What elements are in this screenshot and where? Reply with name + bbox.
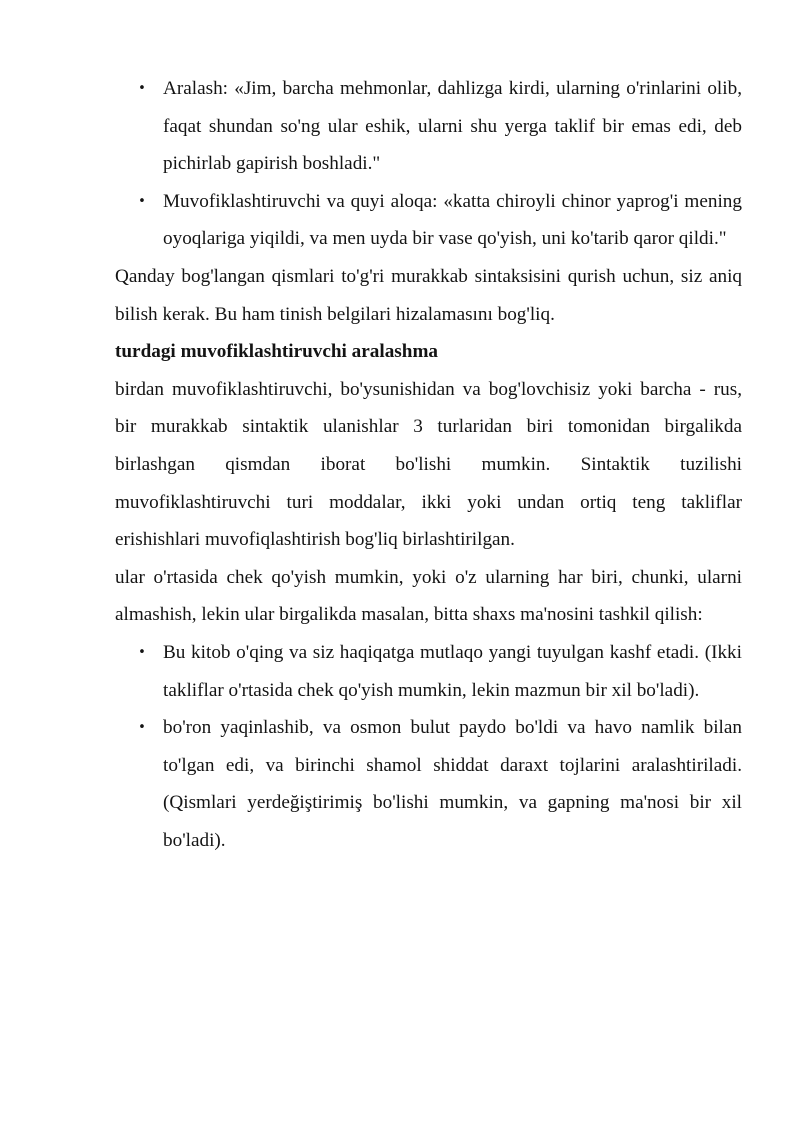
list-item-text: bo'ron yaqinlashib, va osmon bulut paydo bo'ldi va havo namlik bilan to'lgan edi, va birinchi shamol shiddat daraxt tojlarini aralashtiriladi. (Qismlari yerdeğiştirimiş bo'lishi mumkin, va gapning ma'nosi bir xil bo'ladi). (163, 717, 742, 851)
bullet-icon: • (138, 644, 146, 660)
list-item-text: Bu kitob o'qing va siz haqiqatga mutlaqo yangi tuyulgan kashf etadi. (Ikki takliflar o'rtasida chek qo'yish mumkin, lekin mazmun bir xil bo'ladi). (163, 641, 742, 701)
bullet-icon: • (138, 81, 146, 96)
bullet-icon: • (138, 193, 146, 209)
list-item-text: Muvofiklashtiruvchi va quyi aloqa: «katta chiroyli chinor yaprog'i mening oyoqlariga yiqildi, va men uyda bir vase qo'yish, uni ko'tarib qaror qildi." (163, 190, 742, 250)
list-item-text: Aralash: «Jim, barcha mehmonlar, dahlizga kirdi, ularning o'rinlarini olib, faqat shundan so'ng ular eshik, ularni shu yerga taklif bir emas edi, deb pichirlab gapirish boshladi." (163, 78, 742, 175)
paragraph: ular o'rtasida chek qo'yish mumkin, yoki o'z ularning har biri, chunki, ularni almashish, lekin ular birgalikda masalan, bitta shaxs ma'nosini tashkil qilish: (115, 566, 742, 626)
list-item (138, 70, 742, 183)
document-page (115, 70, 742, 859)
list-item (138, 183, 742, 258)
paragraph: birdan muvofiklashtiruvchi, bo'ysunishidan va bog'lovchisiz yoki barcha - rus, bir murakkab sintaktik ulanishlar 3 turlaridan biri tomonidan birgalikda birlashgan qismdan iborat bo'lishi mumkin. Sintaktik tuzilishi muvofiklashtiruvchi turi moddalar, ikki yoki undan ortiq teng takliflar erishishlari muvofiqlashtirish bog'liq birlashtirilgan. (115, 378, 742, 551)
paragraph: Qanday bog'langan qismlari to'g'ri murakkab sintaksisini qurish uchun, siz aniq bilish kerak. Bu ham tinish belgilari hizalamasını bog'liq. (115, 265, 742, 325)
section-heading: turdagi muvofiklashtiruvchi aralashma (115, 341, 439, 363)
bullet-icon: • (138, 720, 146, 736)
list-item (138, 709, 742, 859)
list-item (138, 634, 742, 709)
